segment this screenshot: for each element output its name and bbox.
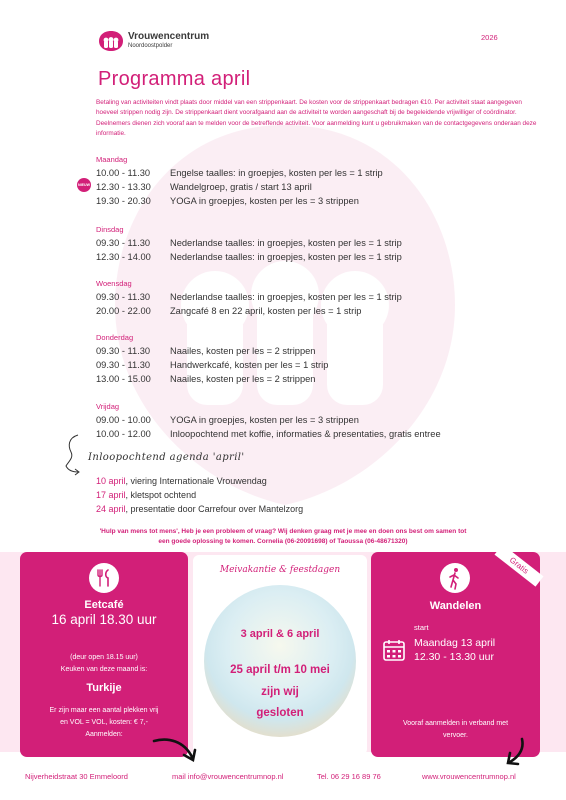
day-heading-friday: Vrijdag	[96, 402, 120, 411]
footer-website-link[interactable]: www.vrouwencentrumnop.nl	[422, 772, 516, 781]
day-heading-thursday: Donderdag	[96, 333, 134, 342]
eetcafe-open: (deur open 18.15 uur)	[70, 654, 138, 661]
day-heading-monday: Maandag	[96, 155, 128, 164]
arrow-icon	[150, 735, 202, 765]
footer-phone: Tel. 06 29 16 89 76	[317, 772, 381, 781]
schedule-time: 10.00 - 11.30	[96, 168, 151, 178]
eetcafe-kitchen: Turkije	[86, 682, 122, 694]
footer-mail-link[interactable]: mail info@vrouwencentrumnop.nl	[172, 772, 284, 781]
day-heading-tuesday: Dinsdag	[96, 225, 124, 234]
wandelen-info: Vooraf aanmelden in verband met	[402, 720, 509, 727]
schedule-row	[96, 415, 359, 425]
schedule-desc: Zangcafé 8 en 22 april, kosten per les = 1 strip	[170, 306, 362, 316]
schedule-time: 19.30 - 20.30	[96, 196, 151, 206]
schedule-row	[96, 429, 441, 439]
schedule-desc: Handwerkcafé, kosten per les = 1 strip	[170, 360, 329, 370]
schedule-time: 09.30 - 11.30	[96, 292, 151, 302]
schedule-row	[96, 196, 359, 206]
help-line: 'Hulp van mens tot mens', Heb je een probleem of vraag? Wij denken graag met je mee en doen ons best om samen tot	[99, 528, 467, 535]
inloop-date: 10 april	[96, 476, 126, 486]
closed-line: gesloten	[256, 707, 304, 719]
wandelen-start: start	[414, 623, 429, 632]
schedule-time: 09.30 - 11.30	[96, 238, 151, 248]
gratis-badge: Gratis	[495, 544, 544, 586]
brand-logo	[98, 30, 209, 52]
schedule-row	[96, 238, 402, 248]
wandelen-date: Maandag 13 april	[414, 637, 496, 649]
wandelen-time: 12.30 - 13.30 uur	[414, 651, 494, 663]
wandelen-title: Wandelen	[429, 600, 482, 612]
arrow-icon	[502, 736, 530, 768]
day-heading-wednesday: Woensdag	[96, 279, 132, 288]
inloop-item	[96, 504, 303, 514]
inloop-item	[96, 476, 267, 486]
eetcafe-title: Eetcafé	[84, 599, 124, 611]
schedule-desc: YOGA in groepjes, kosten per les = 3 strippen	[170, 415, 359, 425]
schedule-desc: Naailes, kosten per les = 2 strippen	[170, 346, 316, 356]
walking-person-icon	[440, 563, 470, 593]
schedule-row	[96, 168, 383, 178]
closed-dates: 3 april & 6 april	[240, 628, 320, 640]
schedule-desc: Nederlandse taalles: in groepjes, kosten per les = 1 strip	[170, 292, 402, 302]
inloop-text: , kletspot ochtend	[125, 490, 197, 500]
schedule-desc: Wandelgroep, gratis / start 13 april	[170, 182, 312, 192]
schedule-desc: YOGA in groepjes, kosten per les = 3 strippen	[170, 196, 359, 206]
calendar-icon	[382, 638, 406, 662]
schedule-desc: Nederlandse taalles: in groepjes, kosten per les = 1 strip	[170, 238, 402, 248]
schedule-time: 13.00 - 15.00	[96, 374, 151, 384]
eetcafe-date: 16 april 18.30 uur	[51, 612, 157, 627]
inloop-item	[96, 490, 196, 500]
footer-address: Nijverheidstraat 30 Emmeloord	[25, 772, 128, 781]
schedule-desc: Naailes, kosten per les = 2 strippen	[170, 374, 316, 384]
bracket-arrow-icon	[62, 432, 84, 478]
schedule-desc: Inloopochtend met koffie, informaties & presentaties, gratis entree	[170, 429, 441, 439]
brand-subtitle: Noordoostpolder	[128, 43, 173, 49]
eetcafe-info: Er zijn maar een aantal plekken vrij	[49, 707, 159, 714]
schedule-time: 09.30 - 11.30	[96, 346, 151, 356]
help-note	[40, 527, 526, 547]
brand-logo-icon	[98, 30, 124, 52]
eetcafe-kitchen-label: Keuken van deze maand is:	[60, 666, 148, 673]
year-label: 2026	[481, 33, 498, 42]
inloop-text: , presentatie door Carrefour over Mantelzorg	[125, 504, 304, 514]
schedule-row	[96, 374, 315, 384]
closed-line: zijn wij	[261, 686, 299, 698]
inloop-date: 24 april	[96, 504, 126, 514]
schedule-row	[96, 292, 402, 302]
inloop-text: , viering Internationale Vrouwendag	[125, 476, 267, 486]
eetcafe-card	[20, 552, 188, 757]
closed-title: Meivakantie & feestdagen	[219, 565, 341, 575]
intro-text: Betaling van activiteiten vindt plaats door middel van een strippenkaart. De kosten voor de strippenkaart bedragen €10. Per activiteit staat aangegeven hoeveel strippen nodig zijn. De strippenkaart dient voorafgaand aan de activiteit te worden aangeschaft bij de begeleidende vrijwilliger of coördinator. Deelnemers dienen zich vooraf aan te melden voor de betreffende activiteit. Voor aanmelding kunt u gebruikmaken van de contactgegevens onderaan deze informatie.	[96, 99, 537, 137]
schedule-time: 20.00 - 22.00	[96, 306, 151, 316]
schedule-row	[96, 252, 402, 262]
schedule-desc: Engelse taalles: in groepjes, kosten per les = 1 strip	[170, 168, 383, 178]
inloop-date: 17 april	[96, 490, 126, 500]
schedule-row	[96, 306, 361, 316]
schedule-time: 09.00 - 10.00	[96, 415, 151, 425]
schedule-time: 12.30 - 13.30	[96, 182, 151, 192]
schedule-time: 09.30 - 11.30	[96, 360, 151, 370]
closed-period: 25 april t/m 10 mei	[230, 664, 330, 676]
cutlery-icon	[89, 563, 119, 593]
new-badge: NIEUW	[77, 178, 91, 192]
schedule-row	[96, 360, 328, 370]
eetcafe-info: Aanmelden:	[85, 731, 123, 738]
schedule-time: 10.00 - 12.00	[96, 429, 151, 439]
eetcafe-info: en VOL = VOL, kosten: € 7,-	[60, 719, 148, 726]
page-title: Programma april	[98, 68, 251, 90]
wandelen-info: vervoer.	[443, 732, 468, 739]
schedule-row	[96, 346, 315, 356]
schedule-time: 12.30 - 14.00	[96, 252, 151, 262]
brand-name: Vrouwencentrum	[128, 31, 210, 42]
wandelen-card	[371, 552, 540, 757]
help-line: een goede oplossing te komen. Cornelia (06-20091698) of Taoussa (06-48671320)	[158, 538, 408, 545]
schedule-desc: Nederlandse taalles: in groepjes, kosten per les = 1 strip	[170, 252, 402, 262]
inloop-agenda-title: Inloopochtend agenda 'april'	[88, 452, 245, 463]
schedule-row	[96, 182, 312, 192]
